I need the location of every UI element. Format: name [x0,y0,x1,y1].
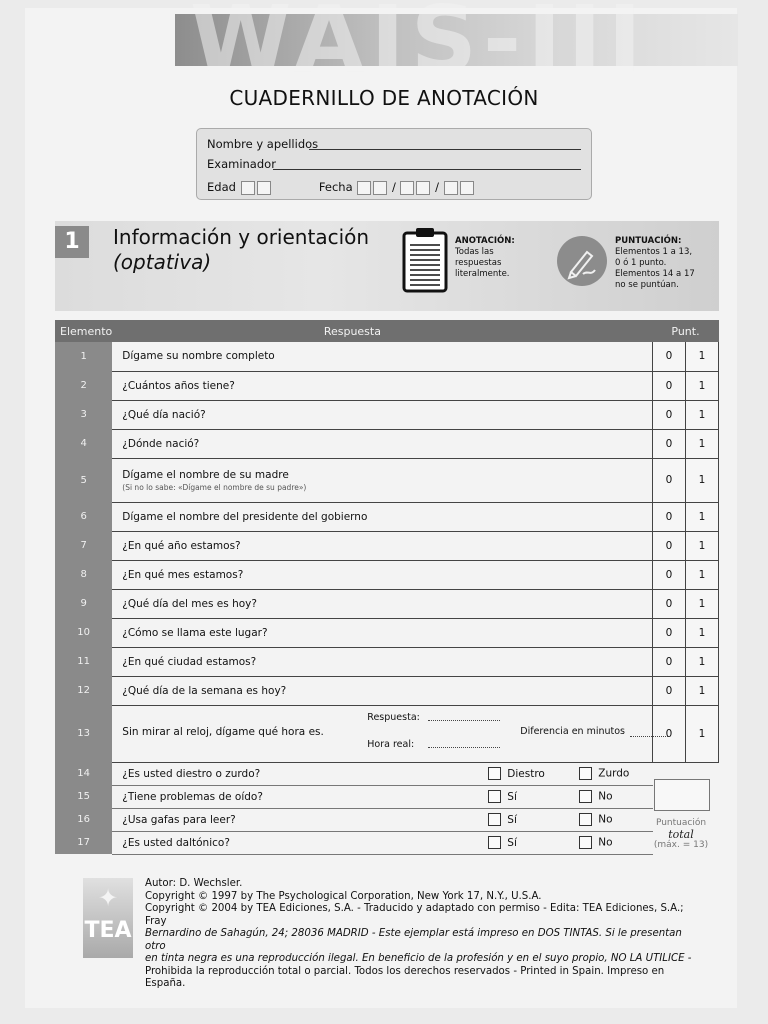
table-row [55,371,719,400]
total-max: (máx. = 13) [653,840,709,850]
score-1-option[interactable]: 1 [686,458,719,502]
item-question: Dígame su nombre completo [112,342,652,371]
item-question: ¿Usa gafas para leer? [122,813,236,826]
examiner-field[interactable] [273,169,581,170]
total-label: Puntuación [655,818,707,828]
age-box-1[interactable] [241,181,255,195]
item-question: ¿Dónde nació? [112,429,652,458]
score-0-option[interactable]: 0 [653,647,686,676]
score-1-option[interactable]: 1 [686,676,719,705]
footer-text [145,878,705,991]
item-question: Sin mirar al reloj, dígame qué hora es. [122,725,324,738]
score-0-option[interactable]: 0 [653,531,686,560]
table-row [55,589,719,618]
option-label: No [598,813,613,826]
score-0-option[interactable]: 0 [653,618,686,647]
table-row [55,400,719,429]
table-row [55,531,719,560]
scoring-line: 0 ó 1 punto. [615,258,667,268]
table-row [55,342,719,371]
item-question: ¿Es usted daltónico? [122,836,230,849]
table-row [55,618,719,647]
item-number: 7 [55,531,112,560]
item-question-cell [112,705,652,762]
date-day-box-2[interactable] [373,181,387,195]
total-handwritten: total [668,828,694,841]
item-question: ¿Tiene problemas de oído? [122,790,263,803]
total-score-label [643,818,719,851]
date-separator: / [391,180,396,194]
section-title-main: Información y orientación [113,225,370,249]
item-question: Dígame el nombre del presidente del gobierno [112,502,652,531]
tea-logo-text: TEA [84,918,132,943]
score-0-option[interactable]: 0 [653,371,686,400]
checkbox[interactable] [579,813,592,826]
score-0-option[interactable]: 0 [653,560,686,589]
score-1-option[interactable]: 1 [686,371,719,400]
table-row [55,762,719,785]
score-0-option[interactable]: 0 [653,342,686,371]
age-date-row [207,180,475,195]
option-label: No [598,836,613,849]
score-1-option[interactable]: 1 [686,502,719,531]
score-1-option[interactable]: 1 [686,342,719,371]
tea-emblem-icon: ✦ [97,884,119,912]
checkbox[interactable] [579,836,592,849]
score-0-option[interactable]: 0 [653,400,686,429]
section-subtitle: (optativa) [113,250,212,274]
examiner-row [207,157,276,171]
table-row [55,705,719,762]
item-question: ¿En qué ciudad estamos? [112,647,652,676]
section-title [113,225,369,275]
item-question-cell [112,762,652,785]
difference-label: Diferencia en minutos [520,725,625,737]
score-0-option[interactable]: 0 [653,589,686,618]
name-field[interactable] [309,149,581,150]
footer-line: Copyright © 2004 by TEA Ediciones, S.A. - Traducido y adaptado con permiso - Edita: TEA Ediciones, S.A.; Fray [145,903,684,927]
item-number: 11 [55,647,112,676]
real-time-label: Hora real: [367,738,415,750]
item-question-cell [112,785,652,808]
item-question: ¿Qué día del mes es hoy? [112,589,652,618]
header-logo: WAIS-III [175,14,738,66]
name-label: Nombre y apellidos [207,137,319,151]
item-number: 14 [55,762,112,785]
item-question-cell [112,831,652,854]
score-1-option[interactable]: 1 [686,429,719,458]
item-number: 12 [55,676,112,705]
score-1-option[interactable]: 1 [686,400,719,429]
scoring-title: PUNTUACIÓN: [615,236,682,246]
footer-line: Autor: D. Wechsler. [145,878,243,889]
item-question: ¿Cómo se llama este lugar? [112,618,652,647]
date-month-box-2[interactable] [416,181,430,195]
table-row [55,831,719,854]
score-1-option[interactable]: 1 [686,647,719,676]
item-number: 13 [55,705,112,762]
table-row [55,785,719,808]
table-row [55,429,719,458]
annotation-note [455,236,535,280]
item-number: 15 [55,785,112,808]
col-header-response: Respuesta [112,320,652,342]
option-label: Sí [507,790,517,803]
table-header-row [55,320,719,342]
total-score-box[interactable] [654,779,710,811]
item-question: ¿Qué día de la semana es hoy? [112,676,652,705]
date-label: Fecha [318,180,353,194]
score-1-option[interactable]: 1 [686,618,719,647]
option-label: Sí [507,813,517,826]
table-row [55,676,719,705]
option-label: Sí [507,836,517,849]
option-label: Zurdo [598,767,630,780]
item-number: 16 [55,808,112,831]
date-year-box-2[interactable] [460,181,474,195]
date-year-box-1[interactable] [444,181,458,195]
option-label: No [598,790,613,803]
section-number: 1 [55,226,89,258]
checkbox[interactable] [488,767,501,780]
score-0-option[interactable]: 0 [653,458,686,502]
item-number: 2 [55,371,112,400]
item-number: 1 [55,342,112,371]
page-title: CUADERNILLO DE ANOTACIÓN [229,86,539,110]
item-question-cell [112,458,652,502]
item-number: 5 [55,458,112,502]
date-separator: / [435,180,439,194]
score-0-option[interactable]: 0 [653,502,686,531]
item-question: Dígame el nombre de su madre [122,468,289,481]
item-number: 9 [55,589,112,618]
table-row [55,502,719,531]
scoring-line: Elementos 14 a 17 [615,269,695,279]
table-row [55,647,719,676]
difference-field[interactable] [630,736,670,737]
age-label: Edad [207,180,236,194]
score-1-option[interactable]: 1 [686,705,719,762]
identification-form [196,128,592,200]
score-0-option[interactable]: 0 [653,676,686,705]
item-number: 8 [55,560,112,589]
name-row [207,137,318,151]
score-0-option[interactable]: 0 [653,705,686,762]
response-label: Respuesta: [367,711,420,723]
tea-logo [83,878,133,958]
item-number: 10 [55,618,112,647]
item-question-cell [112,808,652,831]
checkbox[interactable] [579,767,592,780]
score-1-option[interactable]: 1 [686,531,719,560]
item-number: 3 [55,400,112,429]
footer-line: Prohibida la reproducción total o parcial. Todos los derechos reservados - Printed in Spain. Impreso en España. [145,965,665,989]
items-table [55,320,719,855]
scoring-line: Elementos 1 a 13, [615,247,693,257]
examiner-label: Examinador [207,157,276,171]
checkbox[interactable] [579,790,592,803]
footer-line: Copyright © 1997 by The Psychological Corporation, New York 17, N.Y., U.S.A. [145,890,542,902]
table-row [55,560,719,589]
score-1-option[interactable]: 1 [686,560,719,589]
section-header [55,221,719,311]
item-question: ¿En qué mes estamos? [112,560,652,589]
col-header-item: Elemento [55,320,112,342]
score-0-option[interactable]: 0 [653,429,686,458]
real-time-field[interactable] [428,747,500,748]
item-number: 4 [55,429,112,458]
checkbox[interactable] [488,790,501,803]
item-question: ¿Es usted diestro o zurdo? [122,767,261,780]
scoring-pencil-icon [557,236,607,286]
date-month-box-1[interactable] [400,181,414,195]
score-1-option[interactable]: 1 [686,589,719,618]
response-time-field[interactable] [428,720,500,721]
footer-line: en tinta negra es una reproducción ilegal. En beneficio de la profesión y en el suyo propio, NO LA UTILICE - [145,953,692,964]
item-question: ¿Qué día nació? [112,400,652,429]
item-number: 6 [55,502,112,531]
table-row [55,808,719,831]
col-header-score: Punt. [653,320,719,342]
item-note: (Si no lo sabe: «Dígame el nombre de su padre») [122,482,307,492]
table-row [55,458,719,502]
item-question: ¿En qué año estamos? [112,531,652,560]
annotation-title: ANOTACIÓN: [455,236,515,246]
clipboard-icon [402,227,448,293]
annotation-text: Todas las respuestas literalmente. [455,247,510,279]
checkbox[interactable] [488,836,501,849]
date-day-box-1[interactable] [357,181,371,195]
footer-line: Bernardino de Sahagún, 24; 28036 MADRID - Este ejemplar está impreso en DOS TINTAS. Si le presentan otro [145,928,682,952]
checkbox[interactable] [488,813,501,826]
age-box-2[interactable] [257,181,271,195]
scoring-line: no se puntúan. [615,280,679,290]
item-number: 17 [55,831,112,854]
item-question: ¿Cuántos años tiene? [112,371,652,400]
scoring-note [615,236,715,291]
option-label: Diestro [507,767,545,780]
